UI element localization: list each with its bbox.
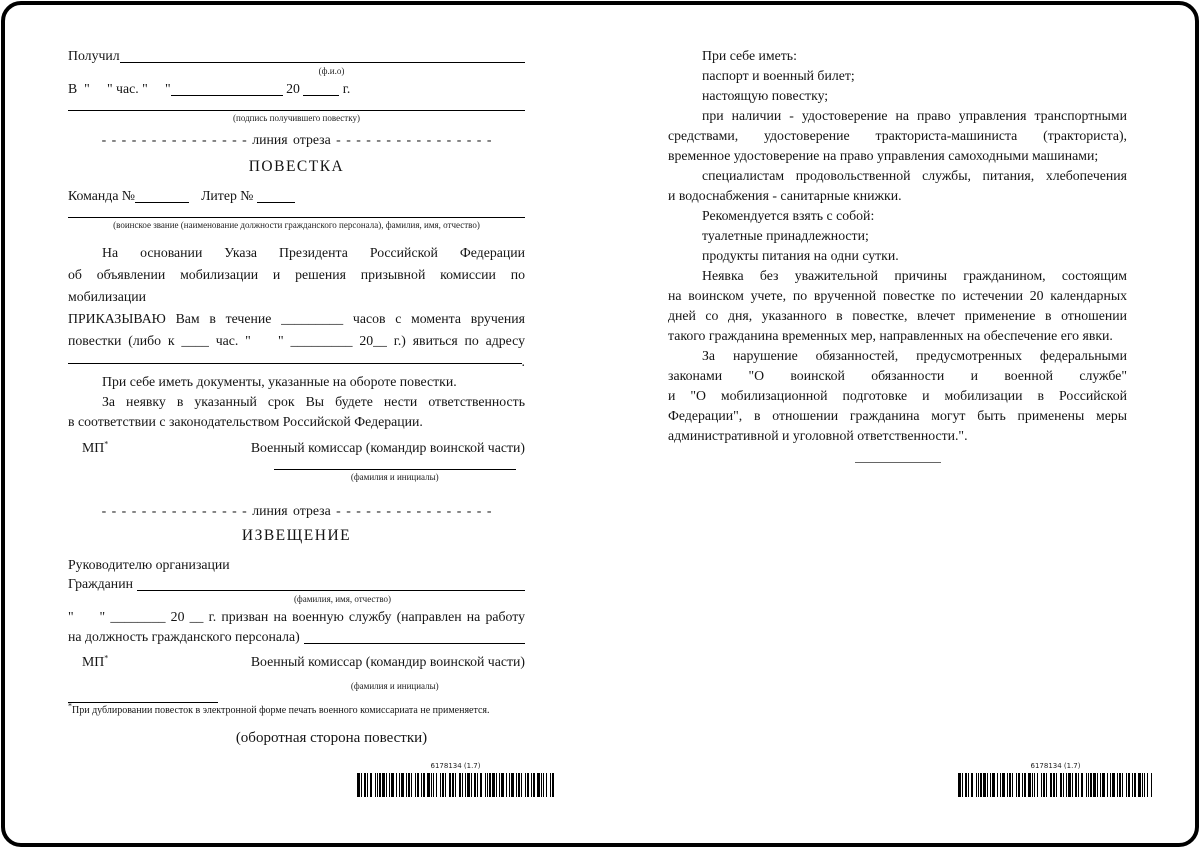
- address-line: [68, 352, 525, 369]
- stamp-label-2: МП: [82, 654, 105, 669]
- paragraph-line: За неявку в указанный срок Вы будете нести ответственность: [102, 394, 525, 409]
- footnote-rule: [68, 702, 218, 703]
- barcode-label-left: 6178134 (1.7): [430, 762, 481, 770]
- item-passport: паспорт и военный билет;: [702, 68, 855, 83]
- address-blank: [68, 352, 522, 364]
- paragraph-line: и "О мобилизационной подготовке и мобилизации в Российской: [668, 388, 1127, 403]
- commissar-name-line: [274, 469, 516, 483]
- team-label: Команда №: [68, 188, 136, 203]
- cut-line-2: - - - - - - - - - - - - - - - линия отреза - - - - - - - - - - - - - - - -: [101, 503, 492, 518]
- stamp-mark-2: [82, 652, 108, 671]
- position-blank: [304, 627, 525, 644]
- rank-line: [68, 217, 525, 218]
- paragraph-line: повестки (либо к ____ час. " " _________ 20__ г.) явиться по адресу: [68, 333, 525, 348]
- paragraph-driver-licenses: [668, 106, 1127, 166]
- paragraph-line: об объявлении мобилизации и решения призывной комиссии по мобилизации: [68, 267, 525, 304]
- liter-label: Литер №: [201, 188, 254, 203]
- position-label: на должность гражданского персонала): [68, 629, 300, 644]
- barcode-label-right: 6178134 (1.7): [1030, 762, 1081, 770]
- received-blank: [120, 46, 525, 63]
- fio-hint: (ф.и.о): [318, 66, 345, 76]
- team-number-blank: [135, 186, 189, 203]
- year-label: 20: [282, 81, 304, 96]
- citizen-row: [68, 574, 525, 593]
- time-prefix: В " " час. " ": [68, 81, 171, 96]
- paragraph-no-show-consequences: [668, 266, 1127, 346]
- item-summons: настоящую повестку;: [702, 88, 829, 103]
- drafted-line: " " ________ 20 __ г. призван на военную службу (направлен на работу: [68, 609, 525, 624]
- team-row: [68, 186, 525, 205]
- paragraph-line: временное удостоверение на право управления самоходными машинами;: [668, 148, 1099, 163]
- paragraph-line: Федерации", в отношении гражданина могут быть применены меры: [668, 408, 1127, 423]
- bring-with-you-title: При себе иметь:: [702, 48, 797, 63]
- paragraph-line: Неявка без уважительной причины гражданином, состоящим: [702, 268, 1127, 283]
- summons-back-column: [668, 46, 1127, 463]
- paragraph-line: На основании Указа Президента Российской Федерации: [102, 245, 525, 260]
- signature-short-line: [855, 462, 941, 463]
- paragraph-line: на воинском учете, по врученной повестке по истечении 20 календарных: [668, 288, 1127, 303]
- stamp-commissar-row: [68, 438, 525, 457]
- paragraph-line: при наличии - удостоверение на право управления транспортными: [702, 108, 1127, 123]
- citizen-label: Гражданин: [68, 576, 133, 591]
- commissar-name-line-2: [274, 679, 516, 692]
- name-hint: (фамилия и инициалы): [350, 472, 439, 482]
- stamp-label: МП: [82, 440, 105, 455]
- recommended-title: Рекомендуется взять с собой:: [702, 208, 875, 223]
- position-row: [68, 627, 525, 646]
- bring-docs-note: При себе иметь документы, указанные на обороте повестки.: [102, 374, 457, 389]
- name-hint-2: (фамилия и инициалы): [350, 681, 439, 691]
- received-label: Получил: [68, 48, 120, 63]
- summons-left-column: [68, 46, 525, 748]
- stamp-commissar-row-2: [68, 652, 525, 671]
- stamp-footnote-mark: *: [104, 439, 109, 449]
- signature-hint: (подпись получившего повестку): [233, 113, 360, 123]
- rank-hint: (воинское звание (наименование должности гражданского персонала), фамилия, имя, отчество): [113, 220, 480, 230]
- barcode-image-left: [357, 773, 554, 797]
- item-food: продукты питания на одни сутки.: [702, 248, 899, 263]
- barcode-image-right: [958, 773, 1153, 797]
- stamp-mark: [82, 438, 108, 457]
- reverse-side-label: (оборотная сторона повестки): [235, 730, 428, 746]
- paragraph-line: в соответствии с законодательством Российской Федерации.: [68, 414, 423, 429]
- time-row: [68, 79, 525, 98]
- paragraph-line: дней со дня, указанного в повестке, влечет применение в отношении: [668, 308, 1127, 323]
- paragraph-line: ПРИКАЗЫВАЮ Вам в течение _________ часов с момента вручения: [68, 311, 525, 326]
- citizen-name-blank: [137, 574, 525, 591]
- footnote: [68, 701, 525, 717]
- barcode-left: [357, 762, 554, 797]
- year-blank: [303, 79, 339, 96]
- paragraph-line: такого гражданина временных мер, направленных на обеспечение его явки.: [668, 328, 1113, 343]
- paragraph-line: средствами, удостоверение тракториста-машиниста (тракториста),: [668, 128, 1127, 143]
- year-suffix: г.: [339, 81, 351, 96]
- liability-note: [68, 392, 525, 432]
- address-period: .: [521, 354, 525, 369]
- paragraph-specialists: [668, 166, 1127, 206]
- footnote-text: При дублировании повесток в электронной форме печать военного комиссариата не применяется.: [72, 705, 490, 716]
- received-row: [68, 46, 525, 65]
- summons-title: ПОВЕСТКА: [248, 158, 345, 175]
- paragraph-line: законами "О воинской обязанности и военной службе": [668, 368, 1127, 383]
- liter-blank: [257, 186, 295, 203]
- org-head-label: Руководителю организации: [68, 557, 230, 572]
- footnote-mark: *: [68, 701, 72, 711]
- notice-title: ИЗВЕЩЕНИЕ: [241, 527, 352, 544]
- paragraph-line: За нарушение обязанностей, предусмотренных федеральными: [702, 348, 1127, 363]
- commissar-label: Военный комиссар (командир воинской части): [250, 440, 525, 455]
- commissar-label-2: Военный комиссар (командир воинской части): [250, 654, 525, 669]
- paragraph-line: специалистам продовольственной службы, питания, хлебопечения: [702, 168, 1127, 183]
- paragraph-line: и водоснабжения - санитарные книжки.: [668, 188, 902, 203]
- fio-hint-2: (фамилия, имя, отчество): [293, 594, 392, 604]
- stamp-footnote-mark-2: *: [104, 653, 109, 663]
- signature-line: [68, 110, 525, 111]
- barcode-right: [958, 762, 1153, 797]
- order-paragraph: [68, 242, 525, 352]
- paragraph-line: административной и уголовной ответственности.".: [668, 428, 968, 443]
- item-toiletries: туалетные принадлежности;: [702, 228, 869, 243]
- paragraph-liability-laws: [668, 346, 1127, 446]
- cut-line: - - - - - - - - - - - - - - - линия отреза - - - - - - - - - - - - - - - -: [101, 132, 492, 147]
- date-blank: [171, 79, 283, 96]
